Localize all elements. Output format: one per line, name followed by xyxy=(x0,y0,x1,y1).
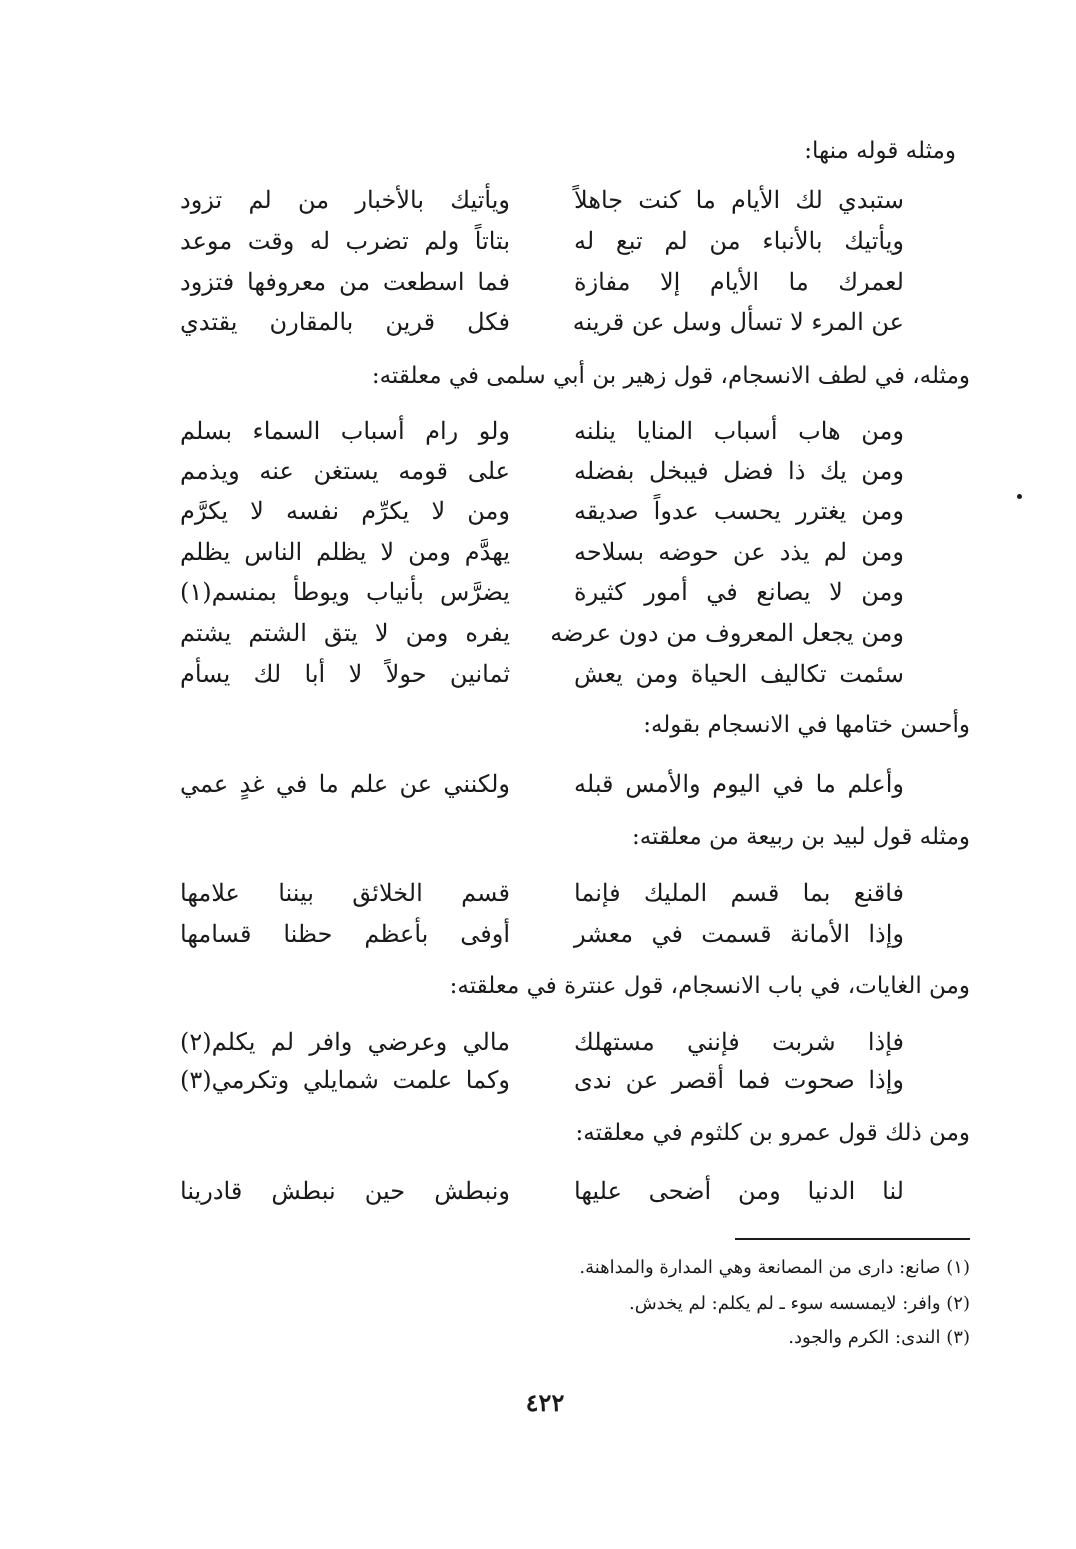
verse-line xyxy=(0,532,1076,572)
footnote: (١) صانع: داری من المصانعة وهي المدارة والمداهنة. xyxy=(579,1257,970,1278)
verse-second-hemistich: على قومه يستغن عنه ويذمم xyxy=(180,457,510,485)
verse-second-hemistich: فكل قرين بالمقارن يقتدي xyxy=(180,308,510,336)
verse-first-hemistich: وإذا صحوت فما أقصر عن ندى xyxy=(574,1066,904,1094)
verse-line xyxy=(0,451,1076,491)
verse-line xyxy=(0,1060,1076,1100)
verse-first-hemistich: لعمرك ما الأيام إلا مفازة xyxy=(574,268,904,296)
verse-first-hemistich: ومن لا يصانع في أمور كثيرة xyxy=(574,578,904,606)
section-intro: ومن الغايات، في باب الانسجام، قول عنترة في معلقته: xyxy=(449,973,970,999)
verse-second-hemistich: ويأتيك بالأخبار من لم تزود xyxy=(180,186,510,214)
verse-line xyxy=(0,491,1076,531)
verse-line xyxy=(0,764,1076,804)
verse-line xyxy=(0,654,1076,694)
verse-second-hemistich: فما اسطعت من معروفها فتزود xyxy=(180,268,510,296)
verse-line xyxy=(0,572,1076,612)
verse-line xyxy=(0,180,1076,220)
verse-first-hemistich: ومن يك ذا فضل فيبخل بفضله xyxy=(574,457,904,485)
verse-second-hemistich: يفره ومن لا يتق الشتم يشتم xyxy=(180,619,510,647)
verse-second-hemistich: أوفى بأعظم حظنا قسامها xyxy=(180,920,510,948)
verse-second-hemistich: قسم الخلائق بيننا علامها xyxy=(180,879,510,907)
verse-first-hemistich: فإذا شربت فإنني مستهلك xyxy=(574,1028,904,1056)
verse-second-hemistich: ولكنني عن علم ما في غدٍ عمي xyxy=(180,770,510,798)
verse-first-hemistich: ومن لم يذد عن حوضه بسلاحه xyxy=(574,538,904,566)
section-intro: ومثله قوله منها: xyxy=(804,138,956,164)
verse-first-hemistich: ستبدي لك الأيام ما كنت جاهلاً xyxy=(574,186,904,214)
verse-first-hemistich: فاقنع بما قسم المليك فإنما xyxy=(574,879,904,907)
verse-line xyxy=(0,302,1076,342)
verse-line xyxy=(0,613,1076,653)
verse-second-hemistich: ثمانين حولاً لا أبا لك يسأم xyxy=(180,660,510,688)
verse-line xyxy=(0,1171,1076,1211)
verse-first-hemistich: ومن يجعل المعروف من دون عرضه xyxy=(550,619,904,647)
verse-second-hemistich: مالي وعرضي وافر لم يكلم(٢) xyxy=(180,1028,510,1056)
page-number: ٤٢٢ xyxy=(525,1388,565,1417)
footnote: (٣) الندى: الكرم والجود. xyxy=(788,1327,970,1348)
verse-first-hemistich: لنا الدنيا ومن أضحى عليها xyxy=(574,1177,904,1205)
section-intro: وأحسن ختامها في الانسجام بقوله: xyxy=(643,712,970,738)
verse-first-hemistich: وإذا الأمانة قسمت في معشر xyxy=(574,920,904,948)
verse-second-hemistich: ومن لا يكرِّم نفسه لا يكرَّم xyxy=(180,497,510,525)
verse-line xyxy=(0,221,1076,261)
verse-line xyxy=(0,411,1076,451)
verse-second-hemistich: يهدَّم ومن لا يظلم الناس يظلم xyxy=(180,538,510,566)
verse-line xyxy=(0,873,1076,913)
verse-first-hemistich: عن المرء لا تسأل وسل عن قرينه xyxy=(572,308,904,336)
scan-speck xyxy=(1017,494,1022,499)
section-intro: ومن ذلك قول عمرو بن كلثوم في معلقته: xyxy=(575,1120,970,1146)
section-intro: ومثله قول لبيد بن ربيعة من معلقته: xyxy=(631,824,970,850)
verse-second-hemistich: يضرَّس بأنياب ويوطأ بمنسم(١) xyxy=(180,578,510,606)
footnote: (٢) وافر: لايمسسه سوء ـ لم يكلم: لم يخدش. xyxy=(628,1293,970,1314)
footnote-separator xyxy=(735,1238,970,1240)
verse-second-hemistich: بتاتاً ولم تضرب له وقت موعد xyxy=(180,227,510,255)
verse-first-hemistich: ومن يغترر يحسب عدواً صديقه xyxy=(574,497,904,525)
verse-first-hemistich: سئمت تكاليف الحياة ومن يعش xyxy=(574,660,904,688)
verse-first-hemistich: ومن هاب أسباب المنايا ينلنه xyxy=(574,417,904,445)
verse-line xyxy=(0,1022,1076,1062)
verse-line xyxy=(0,262,1076,302)
verse-second-hemistich: وكما علمت شمايلي وتكرمي(٣) xyxy=(180,1066,510,1094)
verse-line xyxy=(0,914,1076,954)
verse-first-hemistich: ويأتيك بالأنباء من لم تبع له xyxy=(574,227,904,255)
verse-first-hemistich: وأعلم ما في اليوم والأمس قبله xyxy=(574,770,904,798)
verse-second-hemistich: ولو رام أسباب السماء بسلم xyxy=(180,417,510,445)
verse-second-hemistich: ونبطش حين نبطش قادرينا xyxy=(180,1177,510,1205)
section-intro: ومثله، في لطف الانسجام، قول زهير بن أبي سلمى في معلقته: xyxy=(371,363,970,389)
